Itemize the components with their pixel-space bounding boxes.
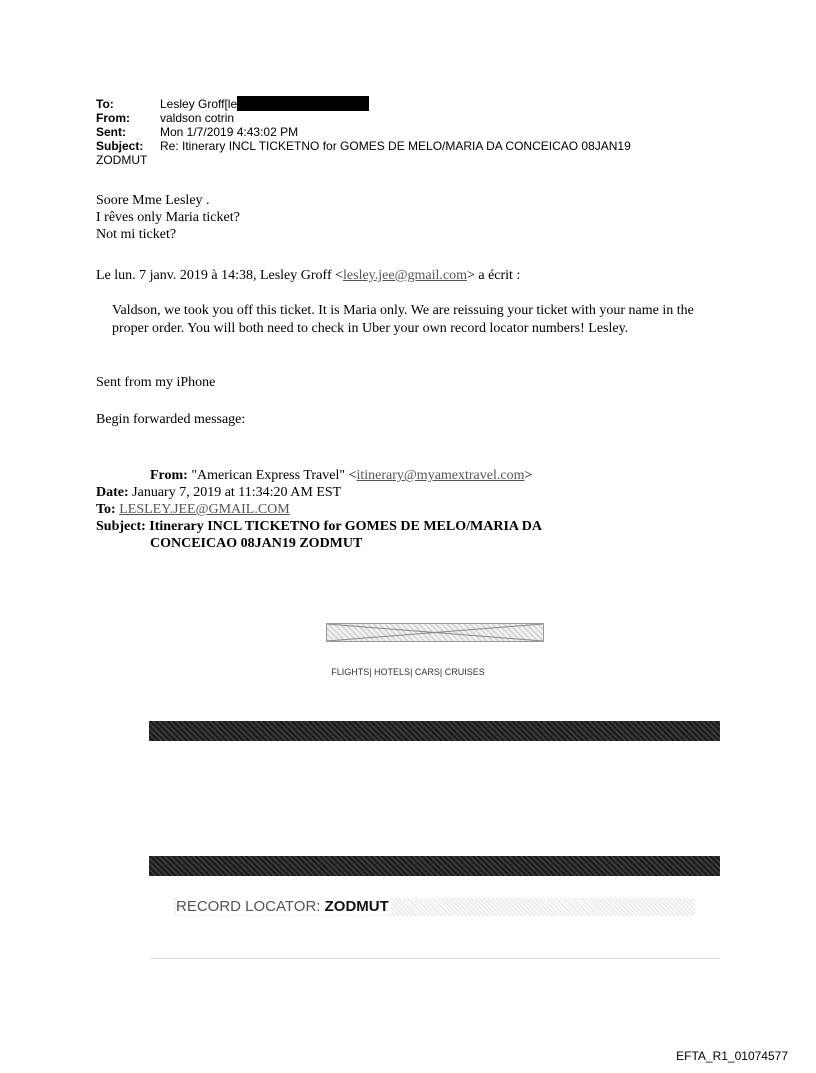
fwd-from-label: From: xyxy=(150,468,188,483)
quoted-message: Valdson, we took you off this ticket. It is Maria only. We are reissuing your ticket with your name in the proper order. You will both need to check in Uber your own record locator numbers! Lesley. xyxy=(112,303,694,336)
sent-value: Mon 1/7/2019 4:43:02 PM xyxy=(160,125,299,139)
attribution-email-link[interactable]: lesley.jee@gmail.com xyxy=(343,268,467,283)
dark-banner-top xyxy=(149,721,720,741)
fwd-from-row xyxy=(96,467,716,484)
to-value: Lesley Groff[le xyxy=(160,97,238,111)
fwd-date-label: Date: xyxy=(96,485,129,500)
dark-banner-bottom xyxy=(149,856,720,876)
fwd-to-row xyxy=(96,501,716,518)
record-locator-label: RECORD LOCATOR: xyxy=(176,898,325,915)
fwd-to-email-link[interactable]: LESLEY.JEE@GMAIL.COM xyxy=(119,502,290,517)
reply-line-2: I rêves only Maria ticket? xyxy=(96,210,240,225)
from-label: From: xyxy=(96,111,130,125)
fwd-date-row xyxy=(96,484,716,501)
fwd-from-close: > xyxy=(524,468,533,483)
subject-continuation: ZODMUT xyxy=(96,153,148,167)
document-id: EFTA_R1_01074577 xyxy=(676,1049,788,1063)
fwd-subject-line-1: Itinerary INCL TICKETNO for GOMES DE MELO/MARIA DA xyxy=(149,519,542,534)
attribution-line xyxy=(96,267,520,284)
subject-value: Re: Itinerary INCL TICKETNO for GOMES DE MELO/MARIA DA CONCEICAO 08JAN19 xyxy=(160,139,631,153)
to-row xyxy=(96,96,631,111)
to-label: To: xyxy=(96,97,114,111)
broken-image-icon xyxy=(327,624,543,641)
fwd-subject-label: Subject: xyxy=(96,519,146,534)
reply-line-3: Not mi ticket? xyxy=(96,227,177,242)
fwd-date-value: January 7, 2019 at 11:34:20 AM EST xyxy=(132,485,342,500)
subject-row xyxy=(96,139,631,153)
record-locator-value: ZODMUT xyxy=(324,898,389,915)
attribution-prefix: Le lun. 7 janv. 2019 à 14:38, Lesley Groff < xyxy=(96,268,344,283)
nav-links[interactable]: FLIGHTS| HOTELS| CARS| CRUISES xyxy=(331,667,485,677)
reply-body xyxy=(96,192,240,243)
email-header xyxy=(96,96,631,167)
broken-image-placeholder xyxy=(326,623,544,642)
sent-label: Sent: xyxy=(96,125,126,139)
forward-intro: Begin forwarded message: xyxy=(96,412,246,427)
reply-line-1: Soore Mme Lesley . xyxy=(96,193,210,208)
fwd-subject-line-2: CONCEICAO 08JAN19 ZODMUT xyxy=(150,536,363,551)
signature: Sent from my iPhone xyxy=(96,375,216,390)
redaction-box xyxy=(237,96,369,111)
attribution-suffix: > a écrit : xyxy=(466,268,521,283)
fwd-subject-continuation xyxy=(96,535,716,552)
record-locator xyxy=(176,898,391,915)
fwd-to-label: To: xyxy=(96,502,116,517)
fwd-from-email-link[interactable]: itinerary@myamextravel.com xyxy=(356,468,525,483)
fwd-from-value: "American Express Travel" < xyxy=(191,468,357,483)
sent-row xyxy=(96,125,631,139)
from-row xyxy=(96,111,631,125)
forwarded-header xyxy=(96,467,716,552)
subject-label: Subject: xyxy=(96,139,144,153)
fwd-subject-row xyxy=(96,518,716,535)
divider xyxy=(150,958,720,959)
from-value: valdson cotrin xyxy=(160,111,235,125)
